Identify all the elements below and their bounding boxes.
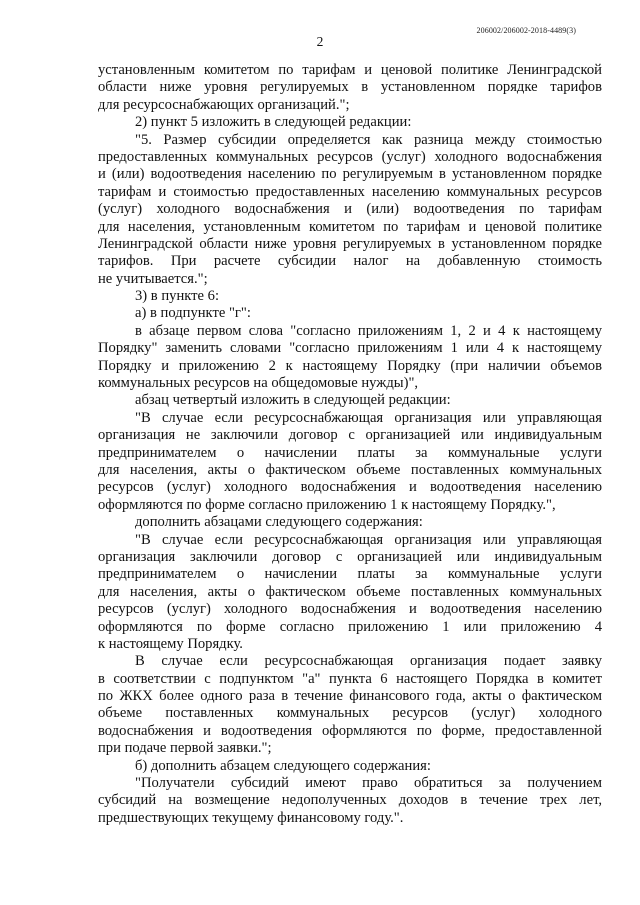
text-line: ресурсов (услуг) холодного водоснабжения и водоотведения населению [98, 479, 602, 496]
text-line: В случае если ресурсоснабжающая организация подает заявку [135, 653, 602, 670]
text-line: (услуг) холодного водоснабжения и (или) водоотведения по тарифам [98, 201, 602, 218]
text-line: при подаче первой заявки."; [98, 740, 272, 757]
text-line: по ЖКХ более одного раза в течение финансового года, акты о фактическом [98, 688, 602, 705]
text-line: Порядку" заменить словами "согласно приложениям 1 или 4 к настоящему [98, 340, 602, 357]
document-code: 206002/206002-2018-4489(3) [476, 26, 576, 35]
text-line: а) в подпункте "г": [135, 305, 251, 322]
text-line: для населения, акты о фактическом объеме поставленных коммунальных [98, 583, 602, 600]
text-line: предпринимателем о начислении платы за коммунальные услуги [98, 444, 602, 461]
text-line: "В случае если ресурсоснабжающая организация или управляющая [135, 409, 602, 426]
text-line: организация не заключили договор с организацией или индивидуальным [98, 427, 602, 444]
text-line: тарифов. При расчете субсидии налог на добавленную стоимость [98, 253, 602, 270]
text-line: для населения, установленным комитетом по тарифам и ценовой политике [98, 218, 602, 235]
text-line: в абзаце первом слова "согласно приложениям 1, 2 и 4 к настоящему [135, 322, 602, 339]
text-line: Порядку и приложению 2 к настоящему Порядку (при наличии объемов [98, 357, 602, 374]
text-line: организация заключили договор с организацией или индивидуальным [98, 548, 602, 565]
text-line: "5. Размер субсидии определяется как разница между стоимостью [135, 131, 602, 148]
text-line: тарифам и стоимостью предоставленных населению коммунальных ресурсов [98, 183, 602, 200]
text-line: в соответствии с подпунктом "а" пункта 6 настоящего Порядка в комитет [98, 670, 602, 687]
text-line: Ленинградской области ниже уровня регулируемых в установленном порядке [98, 235, 602, 252]
text-line: субсидий на возмещение недополученных доходов в течение трех лет, [98, 792, 602, 809]
text-line: коммунальных ресурсов на общедомовые нужды)", [98, 375, 419, 392]
text-line: не учитывается."; [98, 270, 208, 287]
text-line: абзац четвертый изложить в следующей редакции: [135, 392, 451, 409]
document-body [98, 62, 602, 827]
text-line: б) дополнить абзацем следующего содержания: [135, 757, 431, 774]
text-line: 2) пункт 5 изложить в следующей редакции: [135, 114, 412, 131]
text-line: "Получатели субсидий имеют право обратиться за получением [135, 775, 602, 792]
text-line: установленным комитетом по тарифам и ценовой политике Ленинградской [98, 62, 602, 78]
text-line: для населения, акты о фактическом объеме поставленных коммунальных [98, 461, 602, 478]
text-line: области ниже уровня регулируемых в установленном порядке тарифов [98, 79, 602, 96]
text-line: предпринимателем о начислении платы за коммунальные услуги [98, 566, 602, 583]
text-line: водоснабжения и водоотведения оформляются по форме, предоставленной [98, 722, 602, 739]
text-line: для ресурсоснабжающих организаций."; [98, 96, 350, 113]
text-line: дополнить абзацами следующего содержания: [135, 514, 423, 531]
text-line: объеме поставленных коммунальных ресурсов (услуг) холодного [98, 705, 602, 722]
text-line: предшествующих текущему финансовому году.". [98, 809, 404, 826]
text-line: и (или) водоотведения населению по регулируемым в установленном порядке [98, 166, 602, 183]
text-line: к настоящему Порядку. [98, 635, 243, 652]
text-line: 3) в пункте 6: [135, 288, 220, 305]
text-line: "В случае если ресурсоснабжающая организация или управляющая [135, 531, 602, 548]
text-line: предоставленных коммунальных ресурсов (услуг) холодного водоснабжения [98, 148, 602, 165]
page-number: 2 [316, 34, 324, 49]
text-line: оформляются по форме согласно приложению 1 или приложению 4 [98, 618, 602, 635]
text-line: ресурсов (услуг) холодного водоснабжения и водоотведения населению [98, 601, 602, 618]
text-line: оформляются по форме согласно приложению 1 к настоящему Порядку.", [98, 496, 556, 513]
